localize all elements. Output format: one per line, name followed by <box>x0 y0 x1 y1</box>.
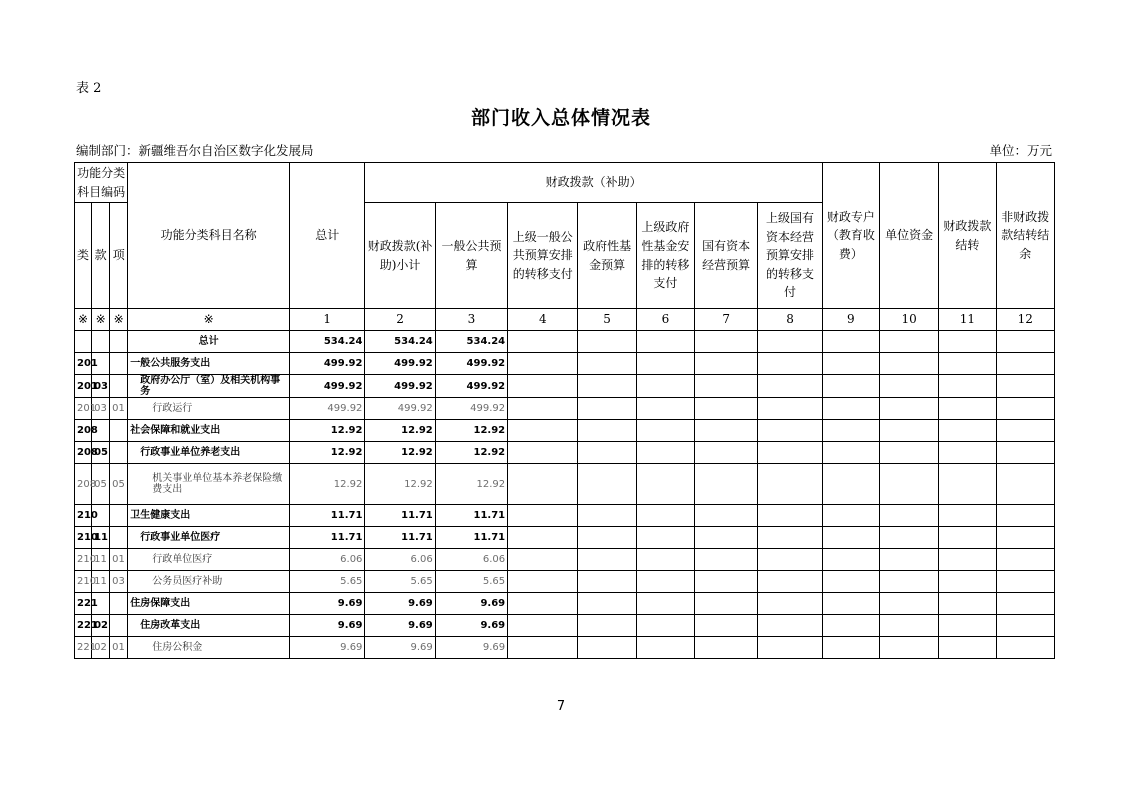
column-index-cell: ※ <box>128 309 290 331</box>
total-cell: 6.06 <box>290 549 365 571</box>
general-budget-cell: 12.92 <box>435 464 507 505</box>
header-code-group: 功能分类科目编码 <box>75 163 128 203</box>
empty-cell <box>880 331 939 353</box>
empty-cell <box>758 615 822 637</box>
empty-cell <box>822 593 879 615</box>
column-index-cell: 6 <box>636 309 694 331</box>
code-xiang-cell <box>110 420 128 442</box>
empty-cell <box>695 420 758 442</box>
code-lei-cell: 201 <box>75 353 92 375</box>
general-budget-cell: 9.69 <box>435 637 507 659</box>
empty-cell <box>939 420 996 442</box>
empty-cell <box>508 549 578 571</box>
code-kuan-cell: 03 <box>92 375 110 398</box>
empty-cell <box>695 331 758 353</box>
empty-cell <box>822 420 879 442</box>
code-lei-cell: 210 <box>75 549 92 571</box>
item-name-cell: 行政运行 <box>128 398 290 420</box>
empty-cell <box>508 464 578 505</box>
empty-cell <box>880 398 939 420</box>
general-budget-cell: 6.06 <box>435 549 507 571</box>
fiscal-subtotal-cell: 11.71 <box>365 505 435 527</box>
empty-cell <box>822 331 879 353</box>
item-name-cell: 社会保障和就业支出 <box>128 420 290 442</box>
general-budget-cell: 534.24 <box>435 331 507 353</box>
header-kuan: 款 <box>92 203 110 309</box>
page-title: 部门收入总体情况表 <box>470 107 651 129</box>
empty-cell <box>880 637 939 659</box>
fiscal-subtotal-cell: 9.69 <box>365 615 435 637</box>
empty-cell <box>939 549 996 571</box>
general-budget-cell: 499.92 <box>435 353 507 375</box>
table-row <box>75 464 1055 505</box>
empty-cell <box>578 398 636 420</box>
item-name-cell: 总计 <box>128 331 290 353</box>
empty-cell <box>508 637 578 659</box>
empty-cell <box>695 505 758 527</box>
code-xiang-cell: 01 <box>110 549 128 571</box>
empty-cell <box>996 464 1054 505</box>
empty-cell <box>508 398 578 420</box>
empty-cell <box>695 549 758 571</box>
item-name-cell: 公务员医疗补助 <box>128 571 290 593</box>
code-kuan-cell: 02 <box>92 637 110 659</box>
empty-cell <box>508 420 578 442</box>
total-cell: 9.69 <box>290 615 365 637</box>
empty-cell <box>822 505 879 527</box>
total-cell: 12.92 <box>290 420 365 442</box>
code-lei-cell <box>75 331 92 353</box>
item-name-cell: 行政单位医疗 <box>128 549 290 571</box>
empty-cell <box>695 571 758 593</box>
fiscal-subtotal-cell: 534.24 <box>365 331 435 353</box>
total-cell: 9.69 <box>290 637 365 659</box>
item-name-cell: 政府办公厅（室）及相关机构事务 <box>128 375 290 398</box>
empty-cell <box>939 637 996 659</box>
income-summary-table <box>74 162 1055 659</box>
empty-cell <box>636 442 694 464</box>
column-index-cell: 7 <box>695 309 758 331</box>
empty-cell <box>578 571 636 593</box>
table-row <box>75 375 1055 398</box>
empty-cell <box>996 615 1054 637</box>
empty-cell <box>508 527 578 549</box>
unit-label: 单位：万元 <box>989 143 1052 158</box>
empty-cell <box>578 505 636 527</box>
code-xiang-cell: 05 <box>110 464 128 505</box>
code-xiang-cell <box>110 505 128 527</box>
empty-cell <box>758 464 822 505</box>
header-upper-general-transfer: 上级一般公共预算安排的转移支付 <box>508 203 578 309</box>
code-lei-cell: 208 <box>75 442 92 464</box>
code-lei-cell: 210 <box>75 505 92 527</box>
fiscal-subtotal-cell: 6.06 <box>365 549 435 571</box>
fiscal-subtotal-cell: 499.92 <box>365 375 435 398</box>
empty-cell <box>822 375 879 398</box>
general-budget-cell: 11.71 <box>435 527 507 549</box>
empty-cell <box>880 353 939 375</box>
empty-cell <box>636 505 694 527</box>
empty-cell <box>695 353 758 375</box>
empty-cell <box>880 464 939 505</box>
empty-cell <box>578 353 636 375</box>
empty-cell <box>578 637 636 659</box>
column-index-cell: 1 <box>290 309 365 331</box>
general-budget-cell: 12.92 <box>435 420 507 442</box>
code-xiang-cell <box>110 593 128 615</box>
general-budget-cell: 11.71 <box>435 505 507 527</box>
empty-cell <box>636 331 694 353</box>
code-lei-cell: 221 <box>75 593 92 615</box>
empty-cell <box>880 571 939 593</box>
compiling-department: 编制部门：新疆维吾尔自治区数字化发展局 <box>76 143 314 158</box>
empty-cell <box>508 615 578 637</box>
empty-cell <box>578 442 636 464</box>
item-name-cell: 行政事业单位医疗 <box>128 527 290 549</box>
item-name-cell: 住房公积金 <box>128 637 290 659</box>
empty-cell <box>508 442 578 464</box>
empty-cell <box>996 549 1054 571</box>
code-lei-cell: 208 <box>75 420 92 442</box>
table-row <box>75 527 1055 549</box>
fiscal-subtotal-cell: 9.69 <box>365 637 435 659</box>
empty-cell <box>822 442 879 464</box>
empty-cell <box>822 615 879 637</box>
item-name-cell: 机关事业单位基本养老保险缴费支出 <box>128 464 290 505</box>
empty-cell <box>758 331 822 353</box>
column-index-cell: ※ <box>75 309 92 331</box>
code-xiang-cell <box>110 375 128 398</box>
column-index-cell: 9 <box>822 309 879 331</box>
column-index-cell: 11 <box>939 309 996 331</box>
column-index-cell: 12 <box>996 309 1054 331</box>
empty-cell <box>758 442 822 464</box>
total-cell: 11.71 <box>290 527 365 549</box>
fiscal-subtotal-cell: 5.65 <box>365 571 435 593</box>
empty-cell <box>695 464 758 505</box>
fiscal-subtotal-cell: 12.92 <box>365 442 435 464</box>
empty-cell <box>939 593 996 615</box>
code-xiang-cell <box>110 615 128 637</box>
header-fiscal-carryover: 财政拨款结转 <box>939 163 996 309</box>
empty-cell <box>822 527 879 549</box>
empty-cell <box>880 375 939 398</box>
fiscal-subtotal-cell: 499.92 <box>365 398 435 420</box>
empty-cell <box>822 464 879 505</box>
header-general-budget: 一般公共预算 <box>435 203 507 309</box>
code-lei-cell: 208 <box>75 464 92 505</box>
table-row <box>75 571 1055 593</box>
empty-cell <box>636 549 694 571</box>
code-xiang-cell: 01 <box>110 637 128 659</box>
empty-cell <box>578 593 636 615</box>
empty-cell <box>636 593 694 615</box>
empty-cell <box>695 615 758 637</box>
empty-cell <box>822 571 879 593</box>
empty-cell <box>939 398 996 420</box>
table-row <box>75 549 1055 571</box>
header-total: 总计 <box>290 163 365 309</box>
empty-cell <box>636 353 694 375</box>
general-budget-cell: 12.92 <box>435 442 507 464</box>
total-cell: 12.92 <box>290 442 365 464</box>
code-xiang-cell: 01 <box>110 398 128 420</box>
empty-cell <box>758 549 822 571</box>
item-name-cell: 住房改革支出 <box>128 615 290 637</box>
code-xiang-cell <box>110 442 128 464</box>
code-kuan-cell: 11 <box>92 549 110 571</box>
empty-cell <box>695 375 758 398</box>
empty-cell <box>880 420 939 442</box>
total-cell: 12.92 <box>290 464 365 505</box>
empty-cell <box>578 527 636 549</box>
empty-cell <box>508 331 578 353</box>
empty-cell <box>508 505 578 527</box>
table-row <box>75 331 1055 353</box>
header-gov-fund: 政府性基金预算 <box>578 203 636 309</box>
empty-cell <box>996 353 1054 375</box>
empty-cell <box>578 464 636 505</box>
code-kuan-cell <box>92 331 110 353</box>
code-lei-cell: 221 <box>75 637 92 659</box>
empty-cell <box>508 353 578 375</box>
code-lei-cell: 201 <box>75 398 92 420</box>
header-fiscal-group: 财政拨款（补助） <box>365 163 822 203</box>
empty-cell <box>578 549 636 571</box>
empty-cell <box>695 442 758 464</box>
empty-cell <box>578 375 636 398</box>
table-label: 表 2 <box>76 81 102 96</box>
empty-cell <box>996 442 1054 464</box>
column-index-cell: ※ <box>110 309 128 331</box>
empty-cell <box>508 593 578 615</box>
header-upper-state-capital-transfer: 上级国有资本经营预算安排的转移支付 <box>758 203 822 309</box>
table-row <box>75 353 1055 375</box>
empty-cell <box>636 571 694 593</box>
fiscal-subtotal-cell: 11.71 <box>365 527 435 549</box>
empty-cell <box>996 527 1054 549</box>
empty-cell <box>578 420 636 442</box>
empty-cell <box>996 331 1054 353</box>
header-name: 功能分类科目名称 <box>128 163 290 309</box>
column-index-cell: 4 <box>508 309 578 331</box>
empty-cell <box>939 464 996 505</box>
header-unit-funds: 单位资金 <box>880 163 939 309</box>
empty-cell <box>939 615 996 637</box>
empty-cell <box>939 353 996 375</box>
header-upper-gov-fund-transfer: 上级政府性基金安排的转移支付 <box>636 203 694 309</box>
empty-cell <box>939 571 996 593</box>
empty-cell <box>508 571 578 593</box>
empty-cell <box>939 331 996 353</box>
empty-cell <box>636 464 694 505</box>
fiscal-subtotal-cell: 12.92 <box>365 420 435 442</box>
total-cell: 499.92 <box>290 398 365 420</box>
code-xiang-cell <box>110 527 128 549</box>
fiscal-subtotal-cell: 12.92 <box>365 464 435 505</box>
header-fiscal-special: 财政专户（教育收费） <box>822 163 879 309</box>
empty-cell <box>636 398 694 420</box>
empty-cell <box>695 637 758 659</box>
general-budget-cell: 5.65 <box>435 571 507 593</box>
code-kuan-cell: 05 <box>92 464 110 505</box>
total-cell: 499.92 <box>290 353 365 375</box>
header-xiang: 项 <box>110 203 128 309</box>
empty-cell <box>758 375 822 398</box>
page-number: 7 <box>556 699 566 714</box>
empty-cell <box>996 375 1054 398</box>
general-budget-cell: 499.92 <box>435 398 507 420</box>
total-cell: 5.65 <box>290 571 365 593</box>
column-index-row <box>75 309 1055 331</box>
empty-cell <box>695 527 758 549</box>
empty-cell <box>695 593 758 615</box>
empty-cell <box>822 549 879 571</box>
column-index-cell: 2 <box>365 309 435 331</box>
empty-cell <box>939 375 996 398</box>
empty-cell <box>996 593 1054 615</box>
code-kuan-cell: 11 <box>92 571 110 593</box>
code-xiang-cell <box>110 331 128 353</box>
empty-cell <box>996 505 1054 527</box>
empty-cell <box>996 637 1054 659</box>
empty-cell <box>880 442 939 464</box>
table-row <box>75 615 1055 637</box>
column-index-cell: 8 <box>758 309 822 331</box>
table-row <box>75 637 1055 659</box>
item-name-cell: 行政事业单位养老支出 <box>128 442 290 464</box>
total-cell: 499.92 <box>290 375 365 398</box>
empty-cell <box>822 398 879 420</box>
empty-cell <box>758 637 822 659</box>
code-kuan-cell: 03 <box>92 398 110 420</box>
empty-cell <box>578 331 636 353</box>
empty-cell <box>695 398 758 420</box>
empty-cell <box>880 615 939 637</box>
code-kuan-cell: 11 <box>92 527 110 549</box>
empty-cell <box>939 527 996 549</box>
empty-cell <box>822 353 879 375</box>
item-name-cell: 住房保障支出 <box>128 593 290 615</box>
table-row <box>75 398 1055 420</box>
code-lei-cell: 221 <box>75 615 92 637</box>
general-budget-cell: 499.92 <box>435 375 507 398</box>
item-name-cell: 卫生健康支出 <box>128 505 290 527</box>
code-kuan-cell: 05 <box>92 442 110 464</box>
fiscal-subtotal-cell: 499.92 <box>365 353 435 375</box>
code-lei-cell: 210 <box>75 527 92 549</box>
column-index-cell: ※ <box>92 309 110 331</box>
empty-cell <box>636 637 694 659</box>
empty-cell <box>758 398 822 420</box>
empty-cell <box>636 420 694 442</box>
table-row <box>75 442 1055 464</box>
header-fiscal-subtotal: 财政拨款(补助)小计 <box>365 203 435 309</box>
header-state-capital: 国有资本经营预算 <box>695 203 758 309</box>
table-row <box>75 420 1055 442</box>
code-lei-cell: 201 <box>75 375 92 398</box>
empty-cell <box>636 615 694 637</box>
column-index-cell: 5 <box>578 309 636 331</box>
empty-cell <box>508 375 578 398</box>
fiscal-subtotal-cell: 9.69 <box>365 593 435 615</box>
item-name-cell: 一般公共服务支出 <box>128 353 290 375</box>
empty-cell <box>939 442 996 464</box>
empty-cell <box>880 527 939 549</box>
empty-cell <box>758 593 822 615</box>
code-xiang-cell <box>110 353 128 375</box>
empty-cell <box>758 527 822 549</box>
code-xiang-cell: 03 <box>110 571 128 593</box>
empty-cell <box>758 353 822 375</box>
table-row <box>75 505 1055 527</box>
total-cell: 534.24 <box>290 331 365 353</box>
total-cell: 11.71 <box>290 505 365 527</box>
empty-cell <box>578 615 636 637</box>
empty-cell <box>636 527 694 549</box>
code-kuan-cell: 02 <box>92 615 110 637</box>
total-cell: 9.69 <box>290 593 365 615</box>
empty-cell <box>880 593 939 615</box>
empty-cell <box>939 505 996 527</box>
table-row <box>75 593 1055 615</box>
general-budget-cell: 9.69 <box>435 615 507 637</box>
empty-cell <box>880 505 939 527</box>
empty-cell <box>758 505 822 527</box>
empty-cell <box>996 571 1054 593</box>
header-lei: 类 <box>75 203 92 309</box>
empty-cell <box>996 398 1054 420</box>
empty-cell <box>636 375 694 398</box>
empty-cell <box>822 637 879 659</box>
code-lei-cell: 210 <box>75 571 92 593</box>
empty-cell <box>758 571 822 593</box>
data-rows <box>75 331 1055 659</box>
general-budget-cell: 9.69 <box>435 593 507 615</box>
empty-cell <box>996 420 1054 442</box>
column-index-cell: 3 <box>435 309 507 331</box>
column-index-cell: 10 <box>880 309 939 331</box>
empty-cell <box>758 420 822 442</box>
header-nonfiscal-carryover: 非财政拨款结转结余 <box>996 163 1054 309</box>
empty-cell <box>880 549 939 571</box>
